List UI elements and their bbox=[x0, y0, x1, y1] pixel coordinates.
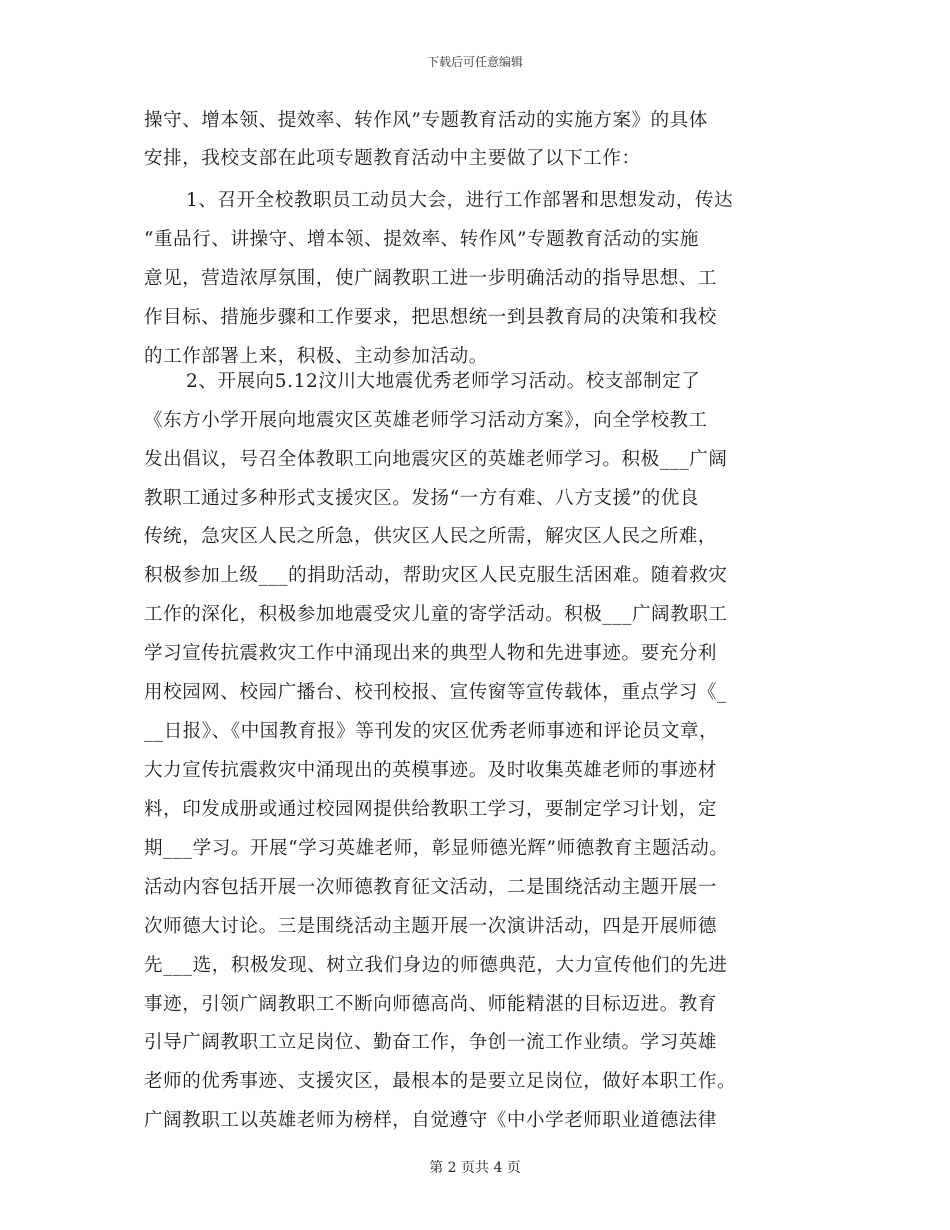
body-line: 的工作部署上来，积极、主动参加活动。 bbox=[144, 346, 488, 367]
body-line: 作目标、措施步骤和工作要求，把思想统一到县教育局的决策和我校 bbox=[144, 307, 718, 328]
body-line: 事迹，引领广阔教职工不断向师德高尚、师能精湛的目标迈进。教育 bbox=[144, 994, 718, 1015]
body-line: 意见，营造浓厚氛围，使广阔教职工进一步明确活动的指导思想、工 bbox=[144, 268, 718, 289]
body-line: 传统，急灾区人民之所急，供灾区人民之所需，解灾区人民之所难， bbox=[144, 526, 718, 547]
body-line: 活动内容包括开展一次师德教育征文活动，二是围绕活动主题开展一 bbox=[144, 877, 718, 898]
body-line: 积极参加上级___的捐助活动，帮助灾区人民克服生活困难。随着救灾 bbox=[144, 565, 728, 586]
page-header-note: 下载后可任意编辑 bbox=[426, 55, 523, 69]
body-line: 操守、增本领、提效率、转作风”专题教育活动的实施方案》的具体 bbox=[144, 110, 708, 131]
body-line: 2、开展向5.12汶川大地震优秀老师学习活动。校支部制定了 bbox=[186, 371, 701, 392]
body-line: 用校园网、校园广播台、校刊校报、宣传窗等宣传载体，重点学习《_ bbox=[144, 682, 727, 703]
body-line: 安排，我校支部在此项专题教育活动中主要做了以下工作： bbox=[144, 148, 641, 169]
body-line: 先___选，积极发现、树立我们身边的师德典范，大力宣传他们的先进 bbox=[144, 955, 728, 976]
body-line: 期___学习。开展“学习英雄老师，彰显师德光辉”师德教育主题活动。 bbox=[144, 838, 729, 859]
body-line: 大力宣传抗震救灾中涌现出的英模事迹。及时收集英雄老师的事迹材 bbox=[144, 760, 718, 781]
body-line: 1、召开全校教职员工动员大会，进行工作部署和思想发动，传达 bbox=[186, 190, 734, 211]
body-line: 引导广阔教职工立足岗位、勤奋工作，争创一流工作业绩。学习英雄 bbox=[144, 1032, 718, 1053]
body-line: 《东方小学开展向地震灾区英雄老师学习活动方案》，向全学校教工 bbox=[144, 410, 708, 431]
body-line: 发出倡议，号召全体教职工向地震灾区的英雄老师学习。积极___广阔 bbox=[144, 449, 728, 470]
body-line: 教职工通过多种形式支援灾区。发扬“一方有难、八方支援”的优良 bbox=[144, 488, 699, 509]
body-line: 学习宣传抗震救灾工作中涌现出来的典型人物和先进事迹。要充分利 bbox=[144, 643, 718, 664]
body-line: 料，印发成册或通过校园网提供给教职工学习，要制定学习计划，定 bbox=[144, 799, 718, 820]
body-line: “重品行、讲操守、增本领、提效率、转作风”专题教育活动的实施 bbox=[144, 229, 699, 250]
page-number: 第 2 页共 4 页 bbox=[429, 1160, 521, 1176]
body-line: 次师德大讨论。三是围绕活动主题开展一次演讲活动，四是开展师德 bbox=[144, 916, 718, 937]
body-line: 广阔教职工以英雄老师为榜样，自觉遵守《中小学老师职业道德法律 bbox=[144, 1110, 718, 1131]
body-line: 老师的优秀事迹、支援灾区，最根本的是要立足岗位，做好本职工作。 bbox=[144, 1071, 737, 1092]
body-line: 工作的深化，积极参加地震受灾儿童的寄学活动。积极___广阔教职工 bbox=[144, 604, 728, 625]
body-line: __日报》、《中国教育报》等刊发的灾区优秀老师事迹和评论员文章， bbox=[144, 721, 719, 742]
